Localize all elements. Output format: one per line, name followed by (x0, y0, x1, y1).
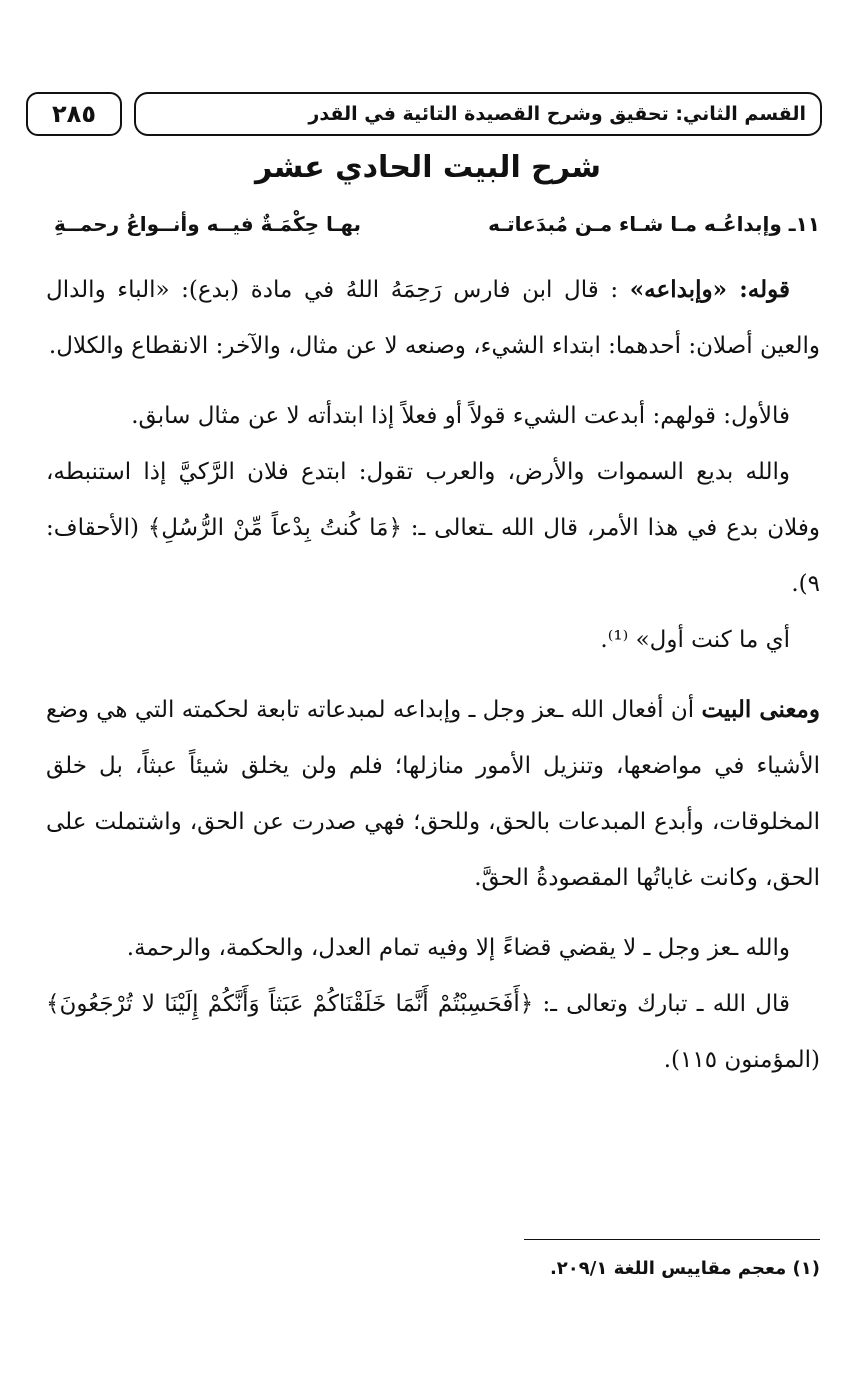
verse-second-hemistich: بهـا حِكْمَـةٌ فيــه وأنــواعُ رحمــةِ (54, 212, 362, 236)
page-number-frame (26, 92, 122, 136)
verse-first-hemistich: ١١ـ وإبداعُـه مـا شـاء مـن مُبدَعاتـه (488, 212, 820, 236)
paragraph-text: قال الله ـ تبارك وتعالى ـ: ﴿أَفَحَسِبْتُمْ أَنَّمَا خَلَقْنَاكُمْ عَبَثاً وَأَنَّكُمْ إِلَيْنَا لا تُرْجَعُونَ﴾ (المؤمنون ١١٥). (46, 991, 820, 1073)
paragraph-text: فالأول: قولهم: أبدعت الشيء قولاً أو فعلاً إذا ابتدأته لا عن مثال سابق. (131, 403, 790, 429)
section-title: شرح البيت الحادي عشر (255, 150, 601, 185)
running-header-title: القسم الثاني: تحقيق وشرح القصيدة التائية في القدر (308, 103, 806, 125)
paragraph-text: والله ـعز وجل ـ لا يقضي قضاءً إلا وفيه تمام العدل، والحكمة، والرحمة. (126, 935, 790, 961)
paragraph-text: أي ما كنت أول» ⁽¹⁾. (600, 627, 790, 653)
poem-verse (54, 208, 820, 248)
paragraph-lead: ومعنى البيت (701, 696, 820, 723)
paragraph-badi-samawat (46, 444, 820, 612)
paragraph-ibn-faris-quote (46, 262, 820, 374)
paragraph-awwal (46, 612, 820, 668)
page-header (26, 92, 822, 138)
page-number: ٢٨٥ (52, 100, 96, 128)
paragraph-text: : قال ابن فارس رَحِمَهُ اللهُ في مادة (بدع): «الباء والدال والعين أصلان: أحدهما: ابتداء الشيء، وصنعه لا عن مثال، والآخر: الانقطاع والكلال. (46, 277, 820, 359)
paragraph-first-meaning (46, 388, 820, 444)
paragraph-text: والله بديع السموات والأرض، والعرب تقول: ابتدع فلان الرَّكيَّ إذا استنبطه، وفلان بدع في هذا الأمر، قال الله ـتعالى ـ: ﴿مَا كُنتُ بِدْعاً مِّنْ الرُّسُلِ﴾ (الأحقاف: ٩). (46, 459, 820, 597)
paragraph-justice (46, 920, 820, 976)
body-text (46, 262, 820, 1088)
paragraph-text: أن أفعال الله ـعز وجل ـ وإبداعه لمبدعاته تابعة لحكمته التي هي وضع الأشياء في مواضعها، وتنزيل الأمور منازلها؛ فلم ولن يخلق شيئاً عبثاً، بل خلق المخلوقات، وأبدع المبدعات بالحق، وللحق؛ فهي صدرت عن الحق، واشتملت على الحق، وكانت غاياتُها المقصودةُ الحقَّ. (46, 697, 820, 891)
paragraph-lead: قوله: «وإبداعه» (629, 276, 790, 303)
paragraph-quran-quote (46, 976, 820, 1088)
footnote-divider (524, 1239, 820, 1240)
footnote: (١) معجم مقاييس اللغة ٢٠٩/١. (549, 1258, 820, 1279)
header-title-frame (134, 92, 822, 136)
paragraph-meaning-of-verse (46, 682, 820, 906)
